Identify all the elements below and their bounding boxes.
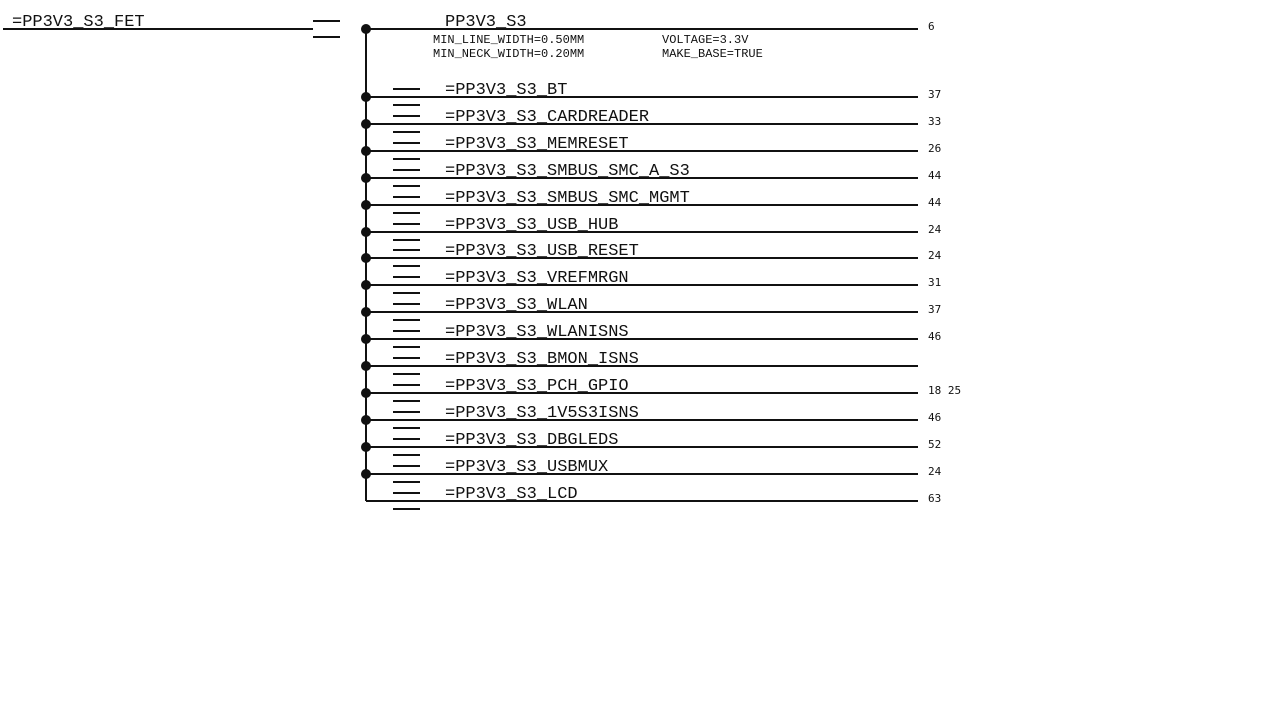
junction-dot <box>361 173 371 183</box>
branch-net <box>361 216 942 240</box>
branch-net <box>361 458 942 482</box>
branch-net-label: =PP3V3_S3_SMBUS_SMC_A_S3 <box>445 162 690 181</box>
branch-net <box>361 269 941 293</box>
branch-page-ref: 52 <box>928 438 942 451</box>
branch-net-label: =PP3V3_S3_DBGLEDS <box>445 431 619 450</box>
branch-net <box>361 404 941 428</box>
branch-page-ref: 24 <box>928 223 942 236</box>
branch-net <box>361 296 941 320</box>
junction-dot <box>361 200 371 210</box>
junction-dot <box>361 146 371 156</box>
branch-page-ref: 63 <box>928 492 942 505</box>
junction-dot <box>361 361 371 371</box>
branch-net <box>366 485 941 509</box>
junction-dot <box>361 469 371 479</box>
branch-net <box>361 108 941 132</box>
main-net-page-ref: 6 <box>928 20 935 33</box>
junction-dot <box>361 280 371 290</box>
branch-net <box>361 189 942 213</box>
main-net <box>361 13 935 61</box>
branch-net-label: =PP3V3_S3_BT <box>445 81 568 100</box>
branch-net-label: =PP3V3_S3_SMBUS_SMC_MGMT <box>445 189 690 208</box>
branch-net-label: =PP3V3_S3_USBMUX <box>445 458 609 477</box>
prop-make-base: MAKE_BASE=TRUE <box>662 47 763 61</box>
branch-net-label: =PP3V3_S3_WLAN <box>445 296 588 315</box>
junction-dot <box>361 442 371 452</box>
junction-dot <box>361 415 371 425</box>
junction-dot <box>361 92 371 102</box>
branch-net-label: =PP3V3_S3_1V5S3ISNS <box>445 404 639 423</box>
branch-page-ref: 44 <box>928 169 942 182</box>
junction-dot <box>361 388 371 398</box>
branch-net <box>361 350 918 374</box>
branch-net-label: =PP3V3_S3_VREFMRGN <box>445 269 629 288</box>
branch-net-label: =PP3V3_S3_MEMRESET <box>445 135 629 154</box>
branch-net <box>361 431 941 455</box>
branch-page-ref: 24 <box>928 249 942 262</box>
branch-page-ref: 26 <box>928 142 942 155</box>
branch-list <box>361 81 961 509</box>
branch-net-label: =PP3V3_S3_LCD <box>445 485 578 504</box>
branch-page-ref: 33 <box>928 115 942 128</box>
branch-net <box>361 81 941 105</box>
branch-net <box>361 135 941 159</box>
prop-voltage: VOLTAGE=3.3V <box>662 33 749 47</box>
branch-page-ref: 31 <box>928 276 942 289</box>
branch-page-ref: 44 <box>928 196 942 209</box>
branch-net-label: =PP3V3_S3_BMON_ISNS <box>445 350 639 369</box>
branch-net <box>361 242 942 266</box>
branch-page-ref: 46 <box>928 411 942 424</box>
prop-min-neck-width: MIN_NECK_WIDTH=0.20MM <box>433 47 585 61</box>
branch-page-ref: 46 <box>928 330 942 343</box>
branch-net <box>361 323 941 347</box>
junction-dot <box>361 307 371 317</box>
junction-dot <box>361 334 371 344</box>
branch-net-label: =PP3V3_S3_CARDREADER <box>445 108 650 127</box>
junction-dot <box>361 253 371 263</box>
junction-dot <box>361 119 371 129</box>
branch-page-ref: 37 <box>928 88 942 101</box>
branch-net-label: =PP3V3_S3_USB_HUB <box>445 216 619 235</box>
branch-net-label: =PP3V3_S3_WLANISNS <box>445 323 629 342</box>
branch-page-ref: 37 <box>928 303 942 316</box>
branch-net <box>361 162 942 186</box>
source-net <box>3 13 340 37</box>
branch-net <box>361 377 961 401</box>
source-net-label: =PP3V3_S3_FET <box>12 13 145 32</box>
main-net-label: PP3V3_S3 <box>445 13 527 32</box>
branch-page-ref: 24 <box>928 465 942 478</box>
junction-dot <box>361 227 371 237</box>
branch-net-label: =PP3V3_S3_PCH_GPIO <box>445 377 629 396</box>
branch-page-ref: 18 25 <box>928 384 962 397</box>
branch-net-label: =PP3V3_S3_USB_RESET <box>445 242 639 261</box>
prop-min-line-width: MIN_LINE_WIDTH=0.50MM <box>433 33 585 47</box>
